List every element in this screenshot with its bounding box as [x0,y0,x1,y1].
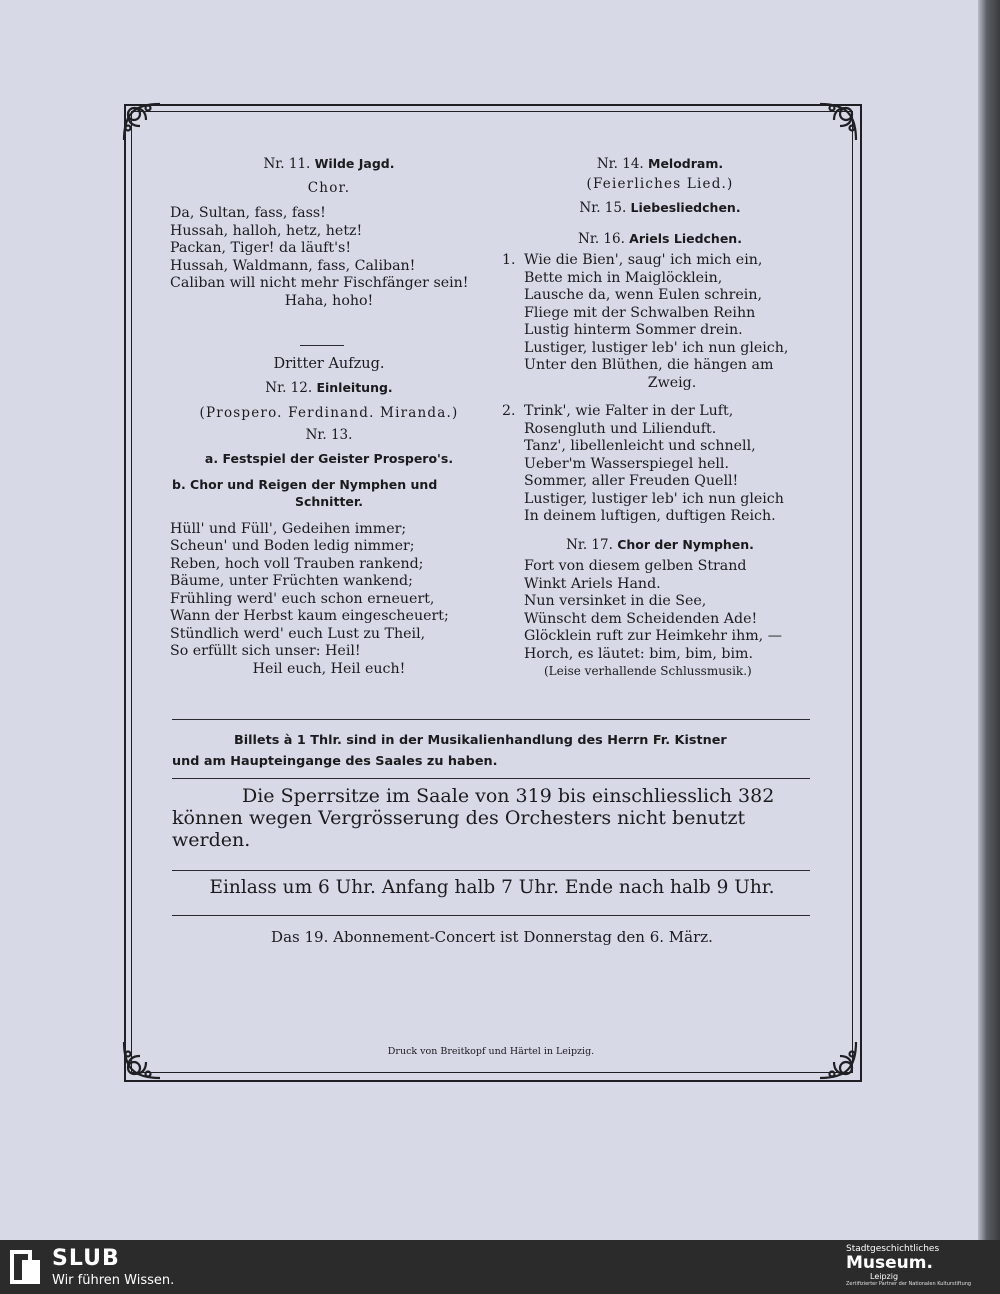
subheading-feierliches-lied: (Feierliches Lied.) [586,175,734,192]
sperrsitze-notice: Die Sperrsitze im Saale von 319 bis einschliesslich 382 können wegen Vergrösserung des Orchesters nicht benutzt werden. [172,785,775,851]
viewer-footer [0,1240,1000,1294]
left-column [170,155,488,678]
corner-ornament-icon [816,100,860,144]
heading-nr16: Nr. 16. Ariels Liedchen. [578,230,742,247]
corner-ornament-icon [120,100,164,144]
section-divider [300,345,344,346]
corner-ornament-icon [120,1038,164,1082]
museum-logo: Stadtgeschichtliches Museum. Leipzig Zertifizierter Partner der Nationalen Kulturstiftung [846,1244,972,1287]
verse-ariel-2: 2. Trink', wie Falter in der Luft, Rosengluth und Lilienduft. Tanz', libellenleicht und schnell, Ueber'm Wasserspiegel hell. Sommer, aller Freuden Quell! Lustiger, lustiger leb' ich nun gleich In deinem luftigen, duftigen Reich. [502,403,784,524]
right-column [500,155,820,681]
nr13-part-a: a. Festspiel der Geister Prospero's. [204,451,454,466]
library-name: SLUB [52,1246,120,1271]
einlass-notice: Einlass um 6 Uhr. Anfang halb 7 Uhr. Ende nach halb 9 Uhr. [209,877,775,898]
corner-ornament-icon [816,1038,860,1082]
verse-nr11: Da, Sultan, fass, fass! Hussah, halloh, hetz, hetz! Packan, Tiger! da läuft's! Hussah, Waldmann, fass, Caliban! Caliban will nicht mehr Fischfänger sein! Haha, hoho! [170,205,469,309]
verse-nr13: Hüll' und Füll', Gedeihen immer; Scheun' und Boden ledig nimmer; Reben, hoch voll Trauben rankend; Bäume, unter Früchten wankend; Frühling werd' euch schon erneuert, Wann der Herbst kaum eingescheuert; Stündlich werd' euch Lust zu Theil, So erfüllt sich unser: Heil! Heil euch, Heil euch! [170,520,449,677]
slub-logo-icon [8,1250,44,1286]
heading-nr11: Nr. 11. Wilde Jagd. [263,156,395,172]
printer-imprint: Druck von Breitkopf und Härtel in Leipzig. [387,1046,595,1057]
heading-nr14: Nr. 14. Melodram. [596,156,724,172]
verse-ariel-1: 1. Wie die Bien', saug' ich mich ein, Bette mich in Maiglöcklein, Lausche da, wenn Eulen schrein, Fliege mit der Schwalben Reihn Lustig hinterm Sommer drein. Lustiger, lustiger leb' ich nun gleich, Unter den Blüthen, die hängen am Zweig. [502,252,789,391]
verse-nr17: Fort von diesem gelben Strand Winkt Ariels Hand. Nun versinket in die See, Wünscht dem Scheidenden Ade! Glöcklein ruft zur Heimkehr ihm, — Horch, es läutet: bim, bim, bim. (Leise verhallende Schlussmusik.) [524,558,782,678]
rule [172,719,810,720]
page-edge [978,0,1000,1240]
library-tagline: Wir führen Wissen. [52,1273,175,1288]
heading-nr13: Nr. 13. [305,426,353,443]
next-concert-notice: Das 19. Abonnement-Concert ist Donnerstag den 6. März. [271,928,713,946]
act-title: Dritter Aufzug. [273,356,385,372]
heading-nr15: Nr. 15. Liebesliedchen. [579,200,741,216]
rule [172,915,810,916]
persons-line: (Prospero. Ferdinand. Miranda.) [199,405,459,421]
subheading-chor: Chor. [307,179,351,196]
heading-nr12: Nr. 12. Einleitung. [265,379,393,396]
rule [172,778,810,779]
rule [172,870,810,871]
nr13-part-b: b. Chor und Reigen der Nymphen und [172,476,438,492]
billets-notice: Billets à 1 Thlr. sind in der Musikalienhandlung des Herrn Fr. Kistner und am Haupteingange des Saales zu haben. [172,733,727,769]
nr13-part-b-cont: Schnitter. [294,494,364,509]
heading-nr17: Nr. 17. Chor der Nymphen. [566,536,754,553]
